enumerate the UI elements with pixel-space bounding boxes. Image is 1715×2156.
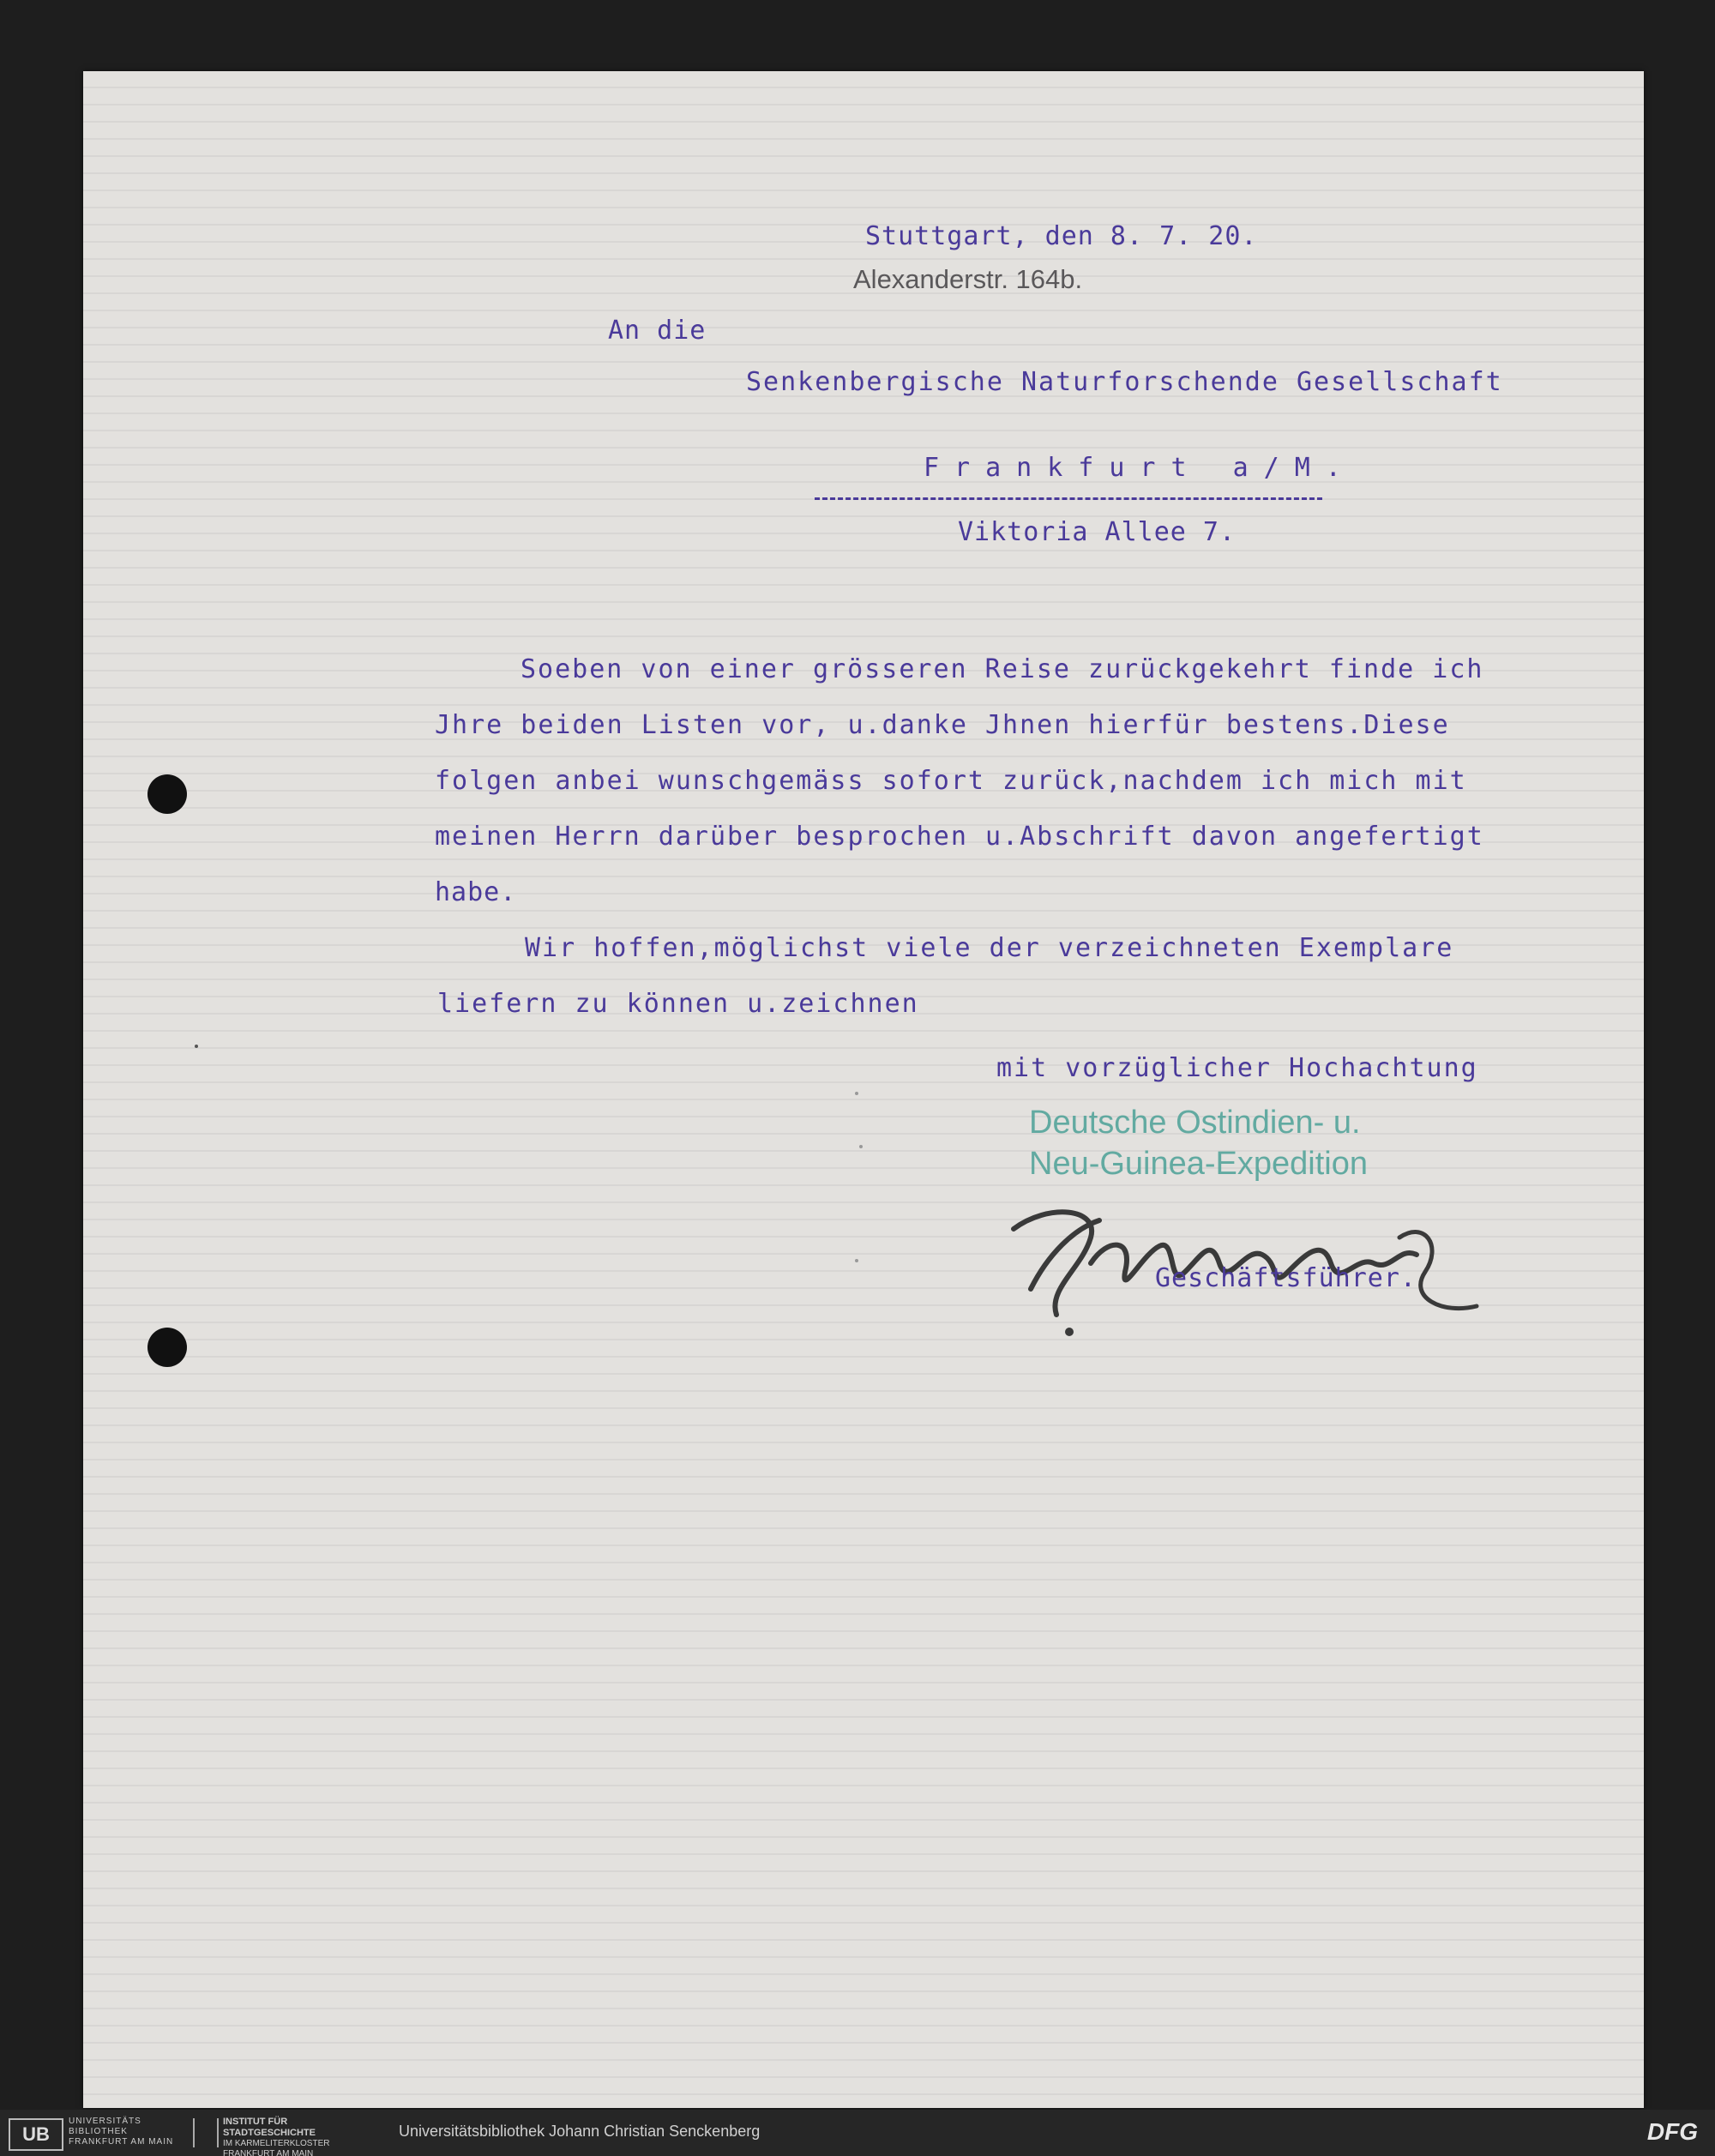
viewer-footer [0,2110,1715,2156]
body-line-3: folgen anbei wunschgemäss sofort zurück,nachdem ich mich mit [435,766,1467,796]
ub-label: UNIVERSITÄTS BIBLIOTHEK FRANKFURT AM MAIN [69,2117,174,2147]
salutation: An die [608,316,707,346]
punch-hole-top [147,774,187,814]
signature-title: Geschäftsführer. [1155,1263,1417,1293]
recipient-street: Viktoria Allee 7. [958,517,1237,547]
city-underline [815,497,1322,500]
recipient-name: Senkenbergische Naturforschende Gesellschaft [746,367,1503,397]
body-line-5: habe. [435,877,517,907]
punch-hole-bottom [147,1328,187,1367]
expedition-stamp-line-2: Neu-Guinea-Expedition [1029,1146,1369,1182]
dfg-logo: DFG [1646,2118,1698,2145]
letter-paper [83,71,1644,2108]
paper-speck [855,1259,858,1262]
address-stamp: Alexanderstr. 164b. [853,264,1083,294]
paper-speck [855,1092,858,1095]
body-line-2: Jhre beiden Listen vor, u.danke Jhnen hierfür bestens.Diese [435,710,1450,740]
institute-label: INSTITUT FÜR STADTGESCHICHTE IM KARMELITERKLOSTER FRANKFURT AM MAIN [223,2117,330,2156]
expedition-stamp-line-1: Deutsche Ostindien- u. [1029,1105,1361,1141]
paragraph2-line-2: liefern zu können u.zeichnen [437,989,919,1019]
ub-logo: UB [9,2118,63,2151]
library-name: Universitätsbibliothek Johann Christian Senckenberg [399,2123,761,2140]
closing-line: mit vorzüglicher Hochachtung [996,1053,1478,1083]
recipient-city: Frankfurt a/M. [924,453,1357,483]
paragraph2-line-1: Wir hoffen,möglichst viele der verzeichneten Exemplare [525,933,1454,963]
paper-speck [195,1045,198,1048]
date-line: Stuttgart, den 8. 7. 20. [865,221,1258,251]
body-line-4: meinen Herrn darüber besprochen u.Abschrift davon angefertigt [435,822,1484,852]
paper-speck [859,1145,863,1148]
institute-logo [193,2118,219,2147]
body-line-1: Soeben von einer grösseren Reise zurückgekehrt finde ich [521,654,1484,684]
